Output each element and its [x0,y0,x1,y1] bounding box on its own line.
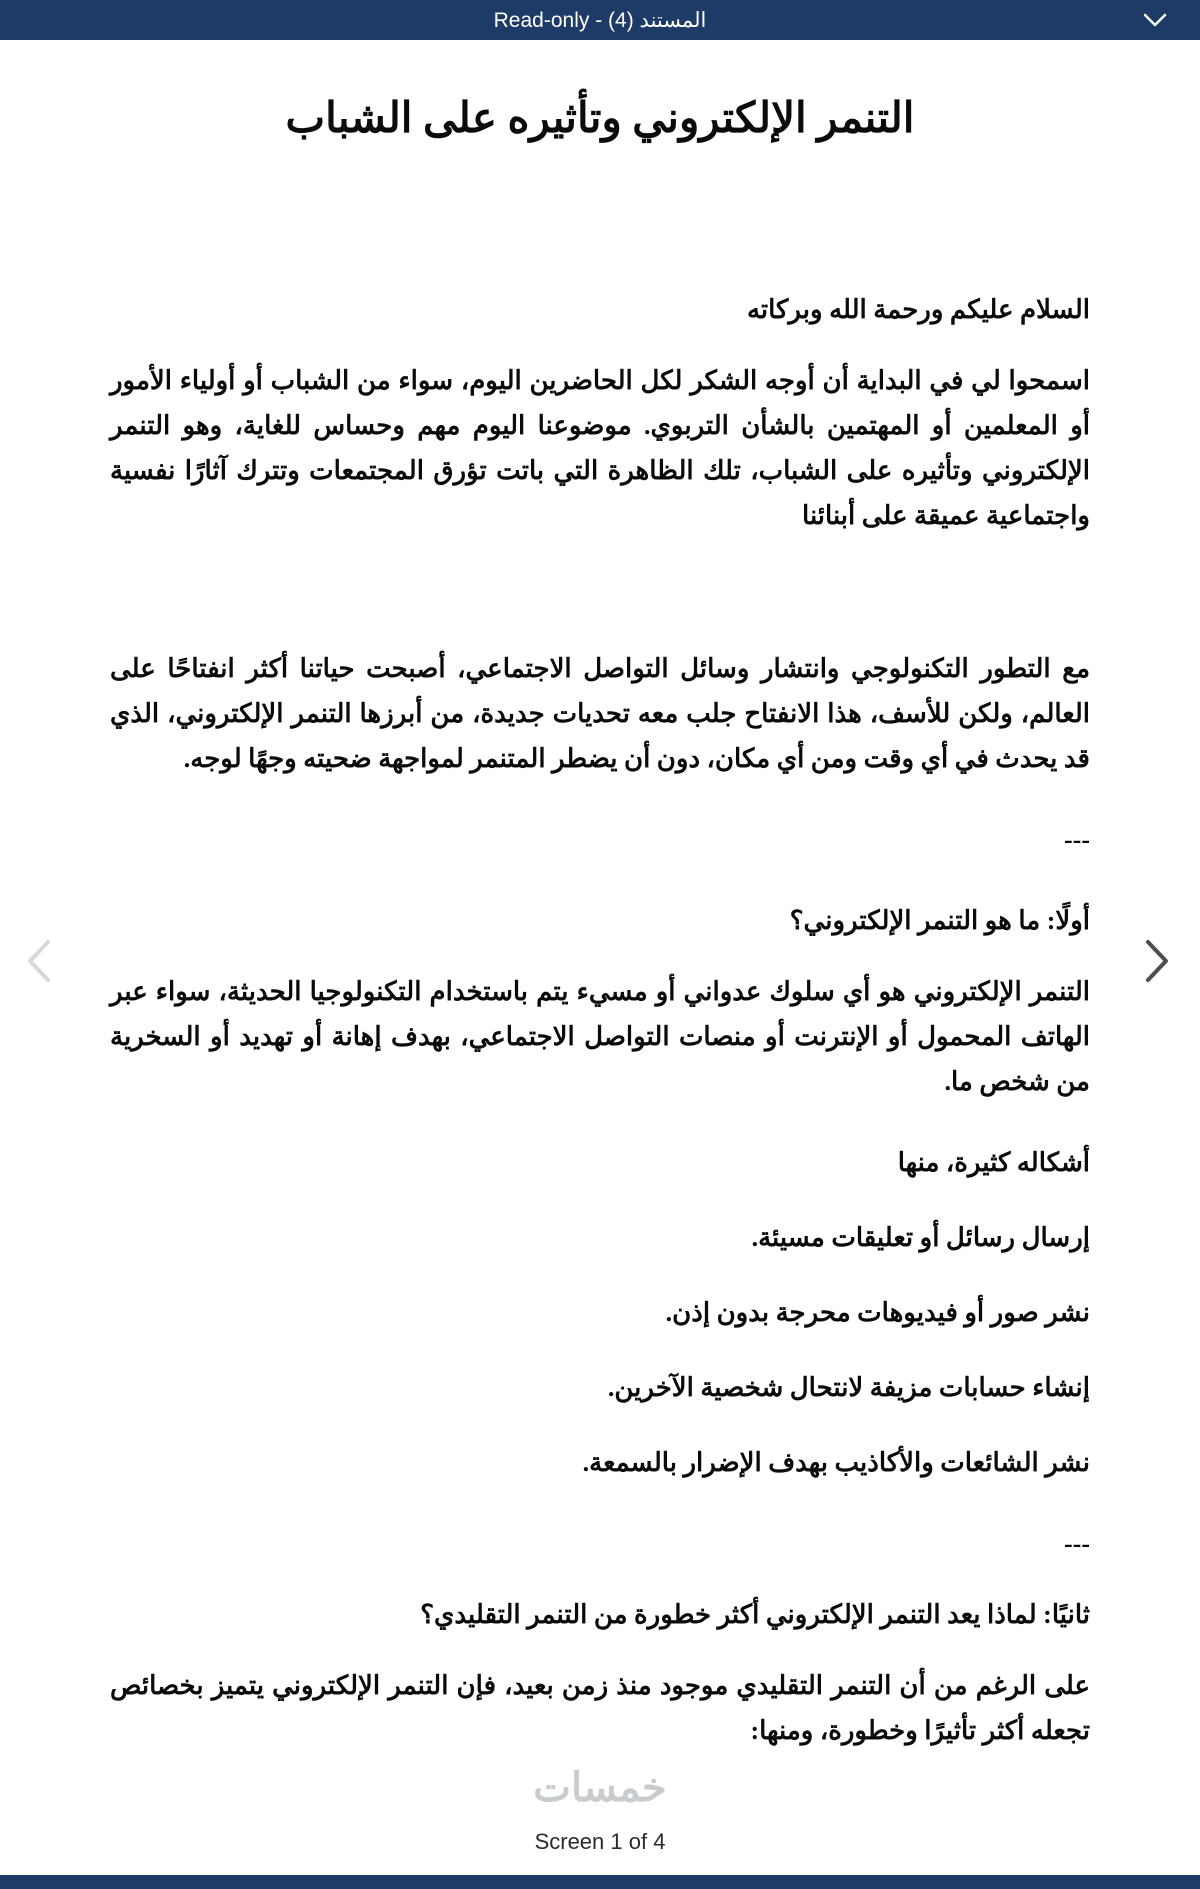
app-bar [0,0,1200,40]
chevron-down-icon[interactable] [1142,9,1168,31]
list-paragraph: إنشاء حسابات مزيفة لانتحال شخصية الآخرين. [607,1372,1090,1402]
list-paragraph: إرسال رسائل أو تعليقات مسيئة. [751,1222,1090,1252]
bottom-bar [0,1875,1200,1889]
body-paragraph: مع التطور التكنولوجي وانتشار وسائل التواصل الاجتماعي، أصبحت حياتنا أكثر انفتاحًا على العالم، ولكن للأسف، هذا الانفتاح جلب معه تحديات جديدة، من أبرزها التنمر الإلكتروني، الذي قد يحدث في أي وقت ومن أي مكان، دون أن يضطر المتنمر لمواجهة ضحيته وجهًا لوجه. [110,653,1090,773]
section-heading: ثانيًا: لماذا يعد التنمر الإلكتروني أكثر خطورة من التنمر التقليدي؟ [420,1599,1090,1629]
screen-pager-label: Screen 1 of 4 [534,1829,666,1854]
list-paragraph: نشر الشائعات والأكاذيب بهدف الإضرار بالسمعة. [582,1447,1090,1477]
section-divider: --- [1064,824,1090,854]
document-content [110,40,1090,1779]
section-divider: --- [1064,1528,1090,1558]
body-paragraph: اسمحوا لي في البداية أن أوجه الشكر لكل الحاضرين اليوم، سواء من الشباب أو أولياء الأمور أو المعلمين أو المهتمين بالشأن التربوي. موضوعنا اليوم مهم وحساس للغاية، وهو التنمر الإلكتروني وتأثيره على الشباب، تلك الظاهرة التي باتت تؤرق المجتمعات وتترك آثارًا نفسية واجتماعية عميقة على أبنائنا [110,365,1090,530]
section-heading: أولًا: ما هو التنمر الإلكتروني؟ [789,905,1090,935]
document-page[interactable] [0,40,1200,1875]
document-title: التنمر الإلكتروني وتأثيره على الشباب [285,96,915,142]
subheading-paragraph: أشكاله كثيرة، منها [897,1147,1090,1177]
body-paragraph: التنمر الإلكتروني هو أي سلوك عدواني أو مسيء يتم باستخدام التكنولوجيا الحديثة، سواء عبر الهاتف المحمول أو الإنترنت أو منصات التواصل الاجتماعي، بهدف إهانة أو تهديد أو السخرية من شخص ما. [110,976,1090,1096]
app-bar-title: المستند (4) - Read-only [493,8,707,32]
body-paragraph: على الرغم من أن التنمر التقليدي موجود منذ زمن بعيد، فإن التنمر الإلكتروني يتميز بخصائص تجعله أكثر تأثيرًا وخطورة، ومنها: [110,1670,1090,1745]
watermark: خمسات [533,1765,667,1810]
page-next-button[interactable] [1140,935,1174,987]
greeting-paragraph: السلام عليكم ورحمة الله وبركاته [746,294,1090,324]
page-prev-button[interactable] [22,935,56,987]
list-paragraph: نشر صور أو فيديوهات محرجة بدون إذن. [665,1297,1090,1327]
